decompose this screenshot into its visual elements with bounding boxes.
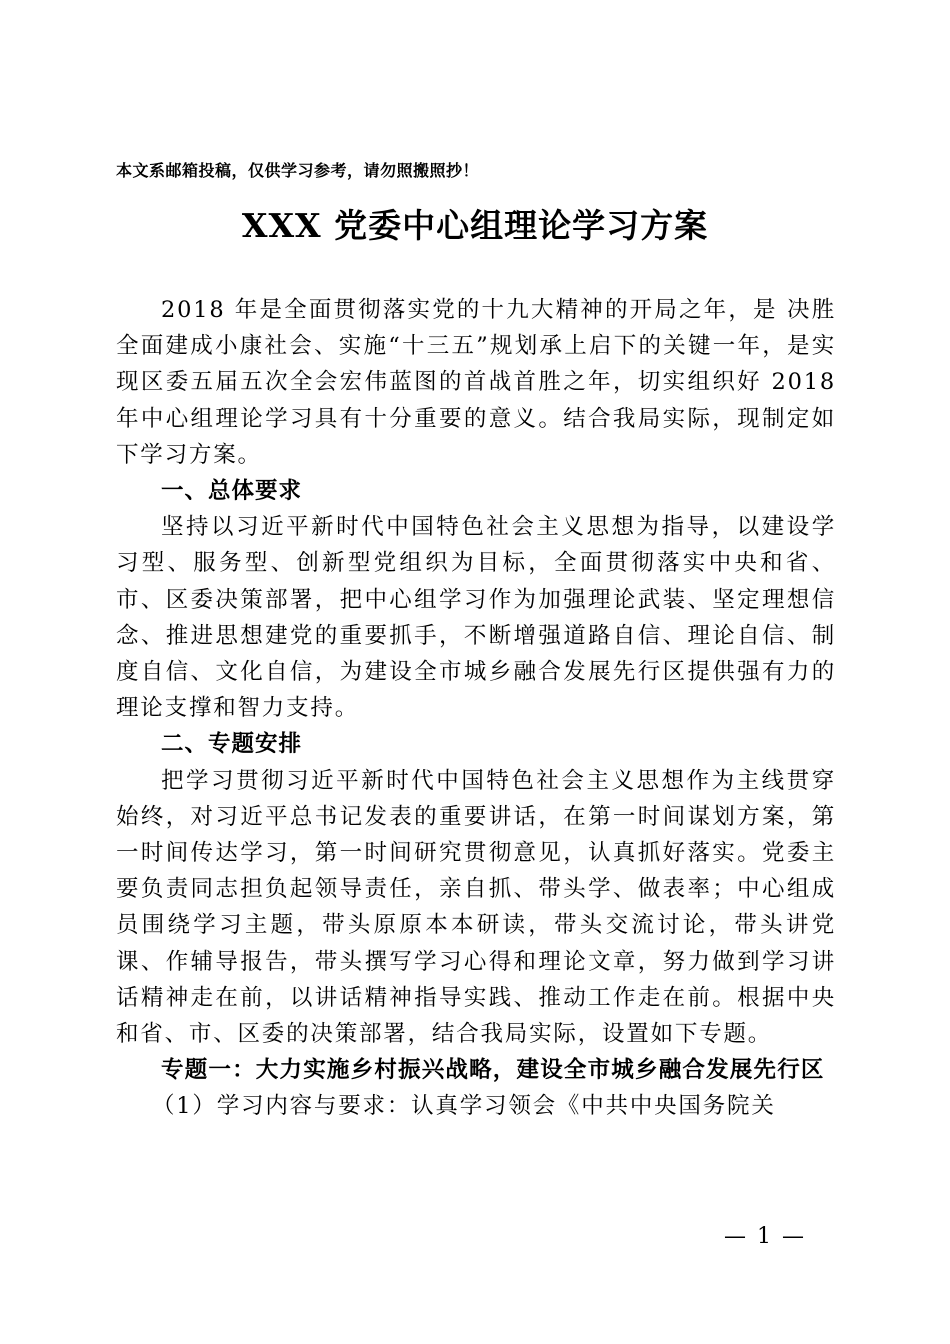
topic-one-item-1: （1）学习内容与要求：认真学习领会《中共中央国务院关 — [152, 1093, 776, 1120]
section-heading-topic-arrangement: 二、专题安排 — [161, 731, 303, 758]
section-heading-general-requirements: 一、总体要求 — [161, 478, 303, 505]
topic-one-heading: 专题一：大力实施乡村振兴战略，建设全市城乡融合发展先行区 — [161, 1057, 825, 1084]
document-body — [116, 292, 836, 1125]
general-requirements-paragraph: 坚持以习近平新时代中国特色社会主义思想为指导，以建设学习型、服务型、创新型党组织为目标，全面贯彻落实中央和省、市、区委决策部署，把中心组学习作为加强理论武装、坚定理想信念、推进思想建党的重要抓手，不断增强道路自信、理论自信、制度自信、文化自信，为建设全市城乡融合发展先行区提供强有力的理论支撑和智力支持。 — [116, 514, 836, 722]
header-notice: 本文系邮箱投稿，仅供学习参考，请勿照搬照抄！ — [116, 161, 480, 180]
page-title: XXX 党委中心组理论学习方案 — [241, 206, 709, 245]
page-number: — 1 — — [724, 1224, 806, 1249]
intro-paragraph: 2018 年是全面贯彻落实党的十九大精神的开局之年，是 决胜全面建成小康社会、实施“十三五”规划承上启下的关键一年，是实现区委五届五次全会宏伟蓝图的首战首胜之年，切实组织好 2018 年中心组理论学习具有十分重要的意义。结合我局实际，现制定如下学习方案。 — [116, 297, 836, 468]
topic-arrangement-paragraph: 把学习贯彻习近平新时代中国特色社会主义思想作为主线贯穿始终，对习近平总书记发表的重要讲话，在第一时间谋划方案，第一时间传达学习，第一时间研究贯彻意见，认真抓好落实。党委主要负责同志担负起领导责任，亲自抓、带头学、做表率；中心组成员围绕学习主题，带头原原本本研读，带头交流讨论，带头讲党课、作辅导报告，带头撰写学习心得和理论文章，努力做到学习讲话精神走在前，以讲话精神指导实践、推动工作走在前。根据中央和省、市、区委的决策部署，结合我局实际，设置如下专题。 — [116, 767, 836, 1048]
